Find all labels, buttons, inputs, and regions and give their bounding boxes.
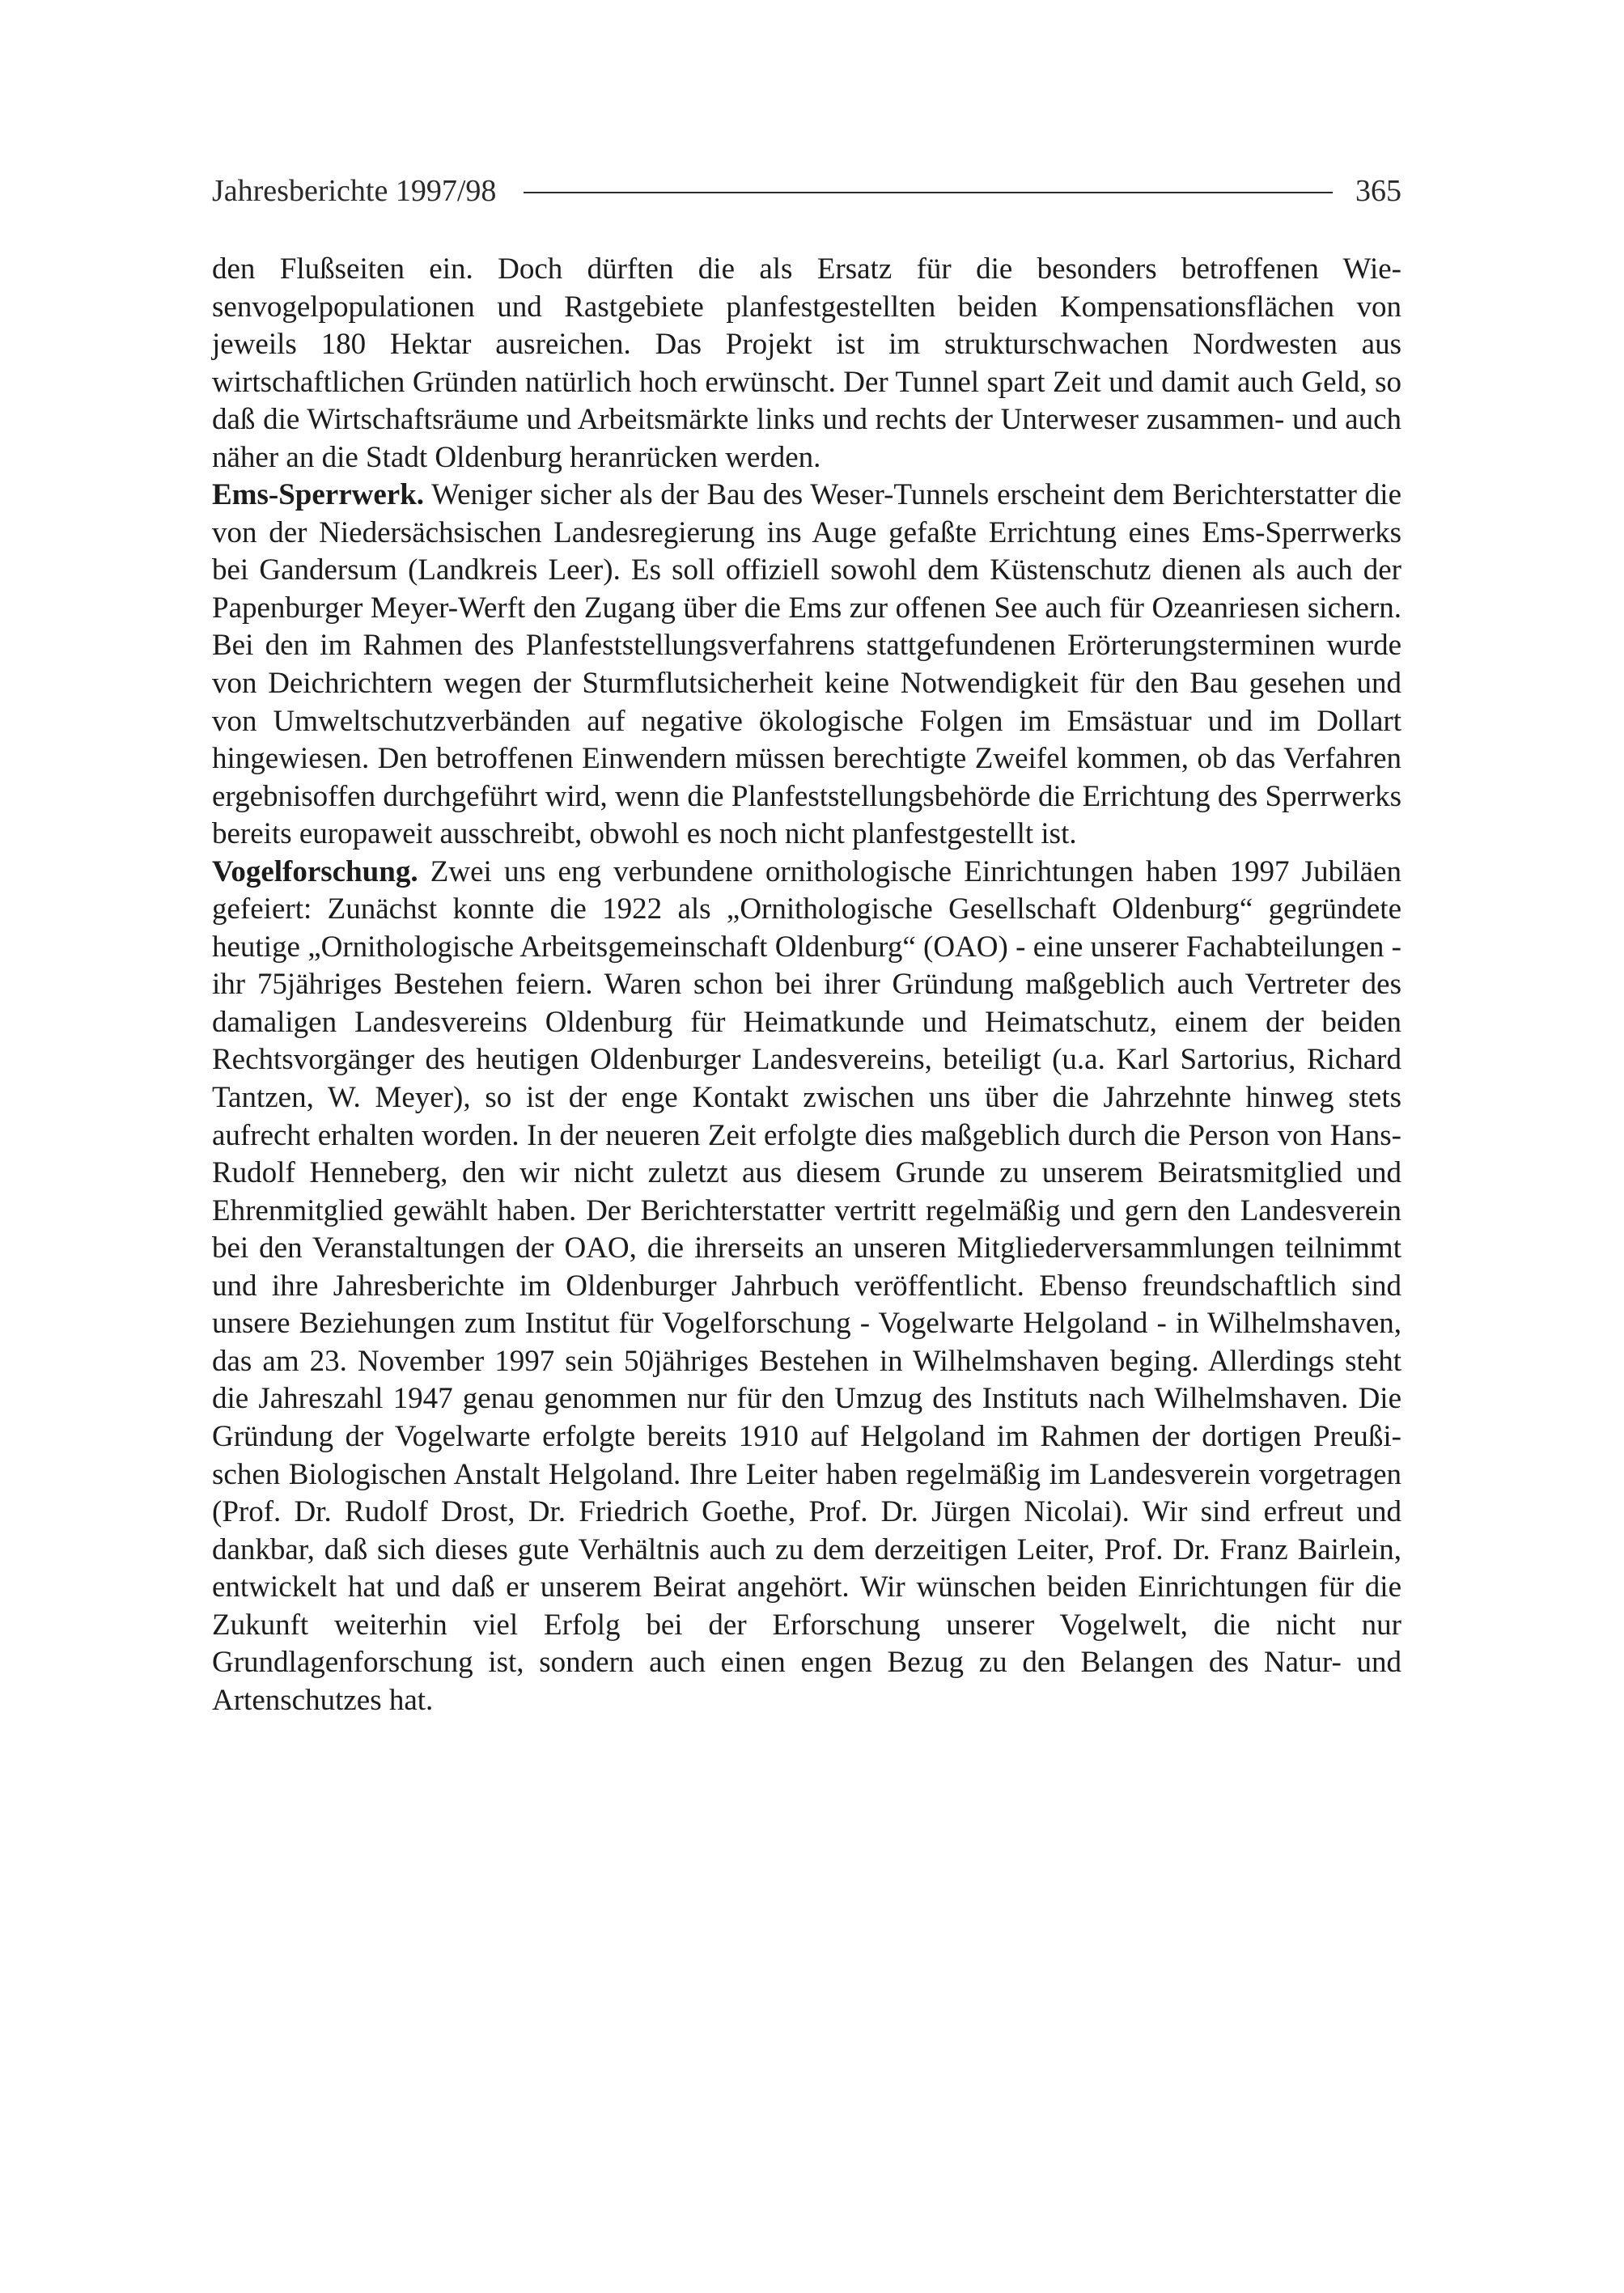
body-text: [212, 251, 1401, 1719]
paragraph-weser-tunnel: [212, 251, 1401, 477]
paragraph-text: Zwei uns eng verbundene ornithologische Einrichtungen haben 1997 Jubiläen gefeiert: Zunächst konnte die 1922 als „Ornithologische Gesellschaft Oldenburg“ gegründete heutige „Ornithologische Arbeitsgemeinschaft Oldenburg“ (OAO) - eine unserer Fachabteilungen - ihr 75jähriges Bestehen feiern. Waren schon bei ihrer Gründung maßgeblich auch Vertreter des damaligen Landesvereins Oldenburg für Heimatkunde und Heimatschutz, einem der beiden Rechtsvorgänger des heutigen Oldenburger Landesvereins, beteiligt (u.a. Karl Sartorius, Richard Tantzen, W. Meyer), so ist der enge Kontakt zwischen uns über die Jahrzehnte hinweg stets aufrecht erhalten worden. In der neueren Zeit erfolgte dies maßgeblich durch die Person von Hans-Rudolf Henneberg, den wir nicht zuletzt aus diesem Grunde zu unserem Beiratsmitglied und Ehrenmitglied gewählt haben. Der Berichterstatter vertritt regelmäßig und gern den Landesverein bei den Veranstaltungen der OAO, die ihrerseits an unseren Mitgliederversammlungen teilnimmt und ihre Jahresberichte im Oldenburger Jahrbuch veröffentlicht. Ebenso freundschaftlich sind unsere Beziehungen zum Institut für Vogelforschung - Vogelwarte Helgoland - in Wilhelmshaven, das am 23. November 1997 sein 50jähriges Bestehen in Wilhelmshaven beging. Allerdings steht die Jahreszahl 1947 genau genommen nur für den Umzug des Instituts nach Wilhelmshaven. Die Gründung der Vogelwarte erfolgte bereits 1910 auf Helgoland im Rahmen der dortigen Preußischen Biologischen Anstalt Helgoland. Ihre Leiter haben regelmäßig im Landesverein vorgetragen (Prof. Dr. Rudolf Drost, Dr. Friedrich Goethe, Prof. Dr. Jürgen Nicolai). Wir sind erfreut und dankbar, daß sich dieses gute Verhältnis auch zu dem derzeitigen Leiter, Prof. Dr. Franz Bairlein, entwickelt hat und daß er unserem Beirat angehört. Wir wünschen beiden Einrichtungen für die Zukunft weiterhin viel Erfolg bei der Erforschung unserer Vogelwelt, die nicht nur Grundlagenforschung ist, sondern auch einen engen Bezug zu den Belangen des Natur- und Artenschutzes hat.: [212, 854, 1401, 1717]
paragraph-text: den Flußseiten ein. Doch dürften die als Ersatz für die besonders betroffenen Wiesenvogelpopulationen und Rastgebiete planfestgestellten beiden Kompensationsflächen von jeweils 180 Hektar ausreichen. Das Projekt ist im strukturschwachen Nordwesten aus wirtschaftlichen Gründen natürlich hoch erwünscht. Der Tunnel spart Zeit und damit auch Geld, so daß die Wirtschaftsräume und Arbeitsmärkte links und rechts der Unterweser zusammen- und auch näher an die Stadt Oldenburg heranrücken werden.: [212, 252, 1401, 474]
paragraph-vogelforschung: [212, 854, 1401, 1720]
page-number: 365: [1355, 174, 1401, 208]
document-page: [212, 168, 1401, 1719]
paragraph-ems-sperrwerk: [212, 477, 1401, 853]
running-head-rule: [524, 192, 1333, 193]
paragraph-text: Weniger sicher als der Bau des Weser-Tunnels erscheint dem Berichterstatter die von der Niedersächsischen Landesregierung ins Auge gefaßte Errichtung eines Ems-Sperrwerks bei Gandersum (Landkreis Leer). Es soll offiziell sowohl dem Küstenschutz dienen als auch der Papenburger Meyer-Werft den Zugang über die Ems zur offenen See auch für Ozeanriesen sichern. Bei den im Rahmen des Planfeststellungsverfahrens stattgefundenen Erörterungsterminen wurde von Deichrichtern wegen der Sturmflutsicherheit keine Notwendigkeit für den Bau gesehen und von Umweltschutzverbänden auf negative ökologische Folgen im Emsästuar und im Dollart hingewiesen. Den betroffenen Einwendern müssen berechtigte Zweifel kommen, ob das Verfahren ergebnisoffen durchgeführt wird, wenn die Planfeststellungsbehörde die Errichtung des Sperrwerks bereits europaweit ausschreibt, obwohl es noch nicht planfestgestellt ist.: [212, 478, 1402, 851]
section-heading-vogelforschung: Vogelforschung.: [212, 854, 418, 888]
running-head-title: Jahresberichte 1997/98: [212, 174, 497, 208]
section-heading-ems-sperrwerk: Ems-Sperrwerk.: [212, 478, 425, 512]
running-head: [212, 168, 1401, 214]
